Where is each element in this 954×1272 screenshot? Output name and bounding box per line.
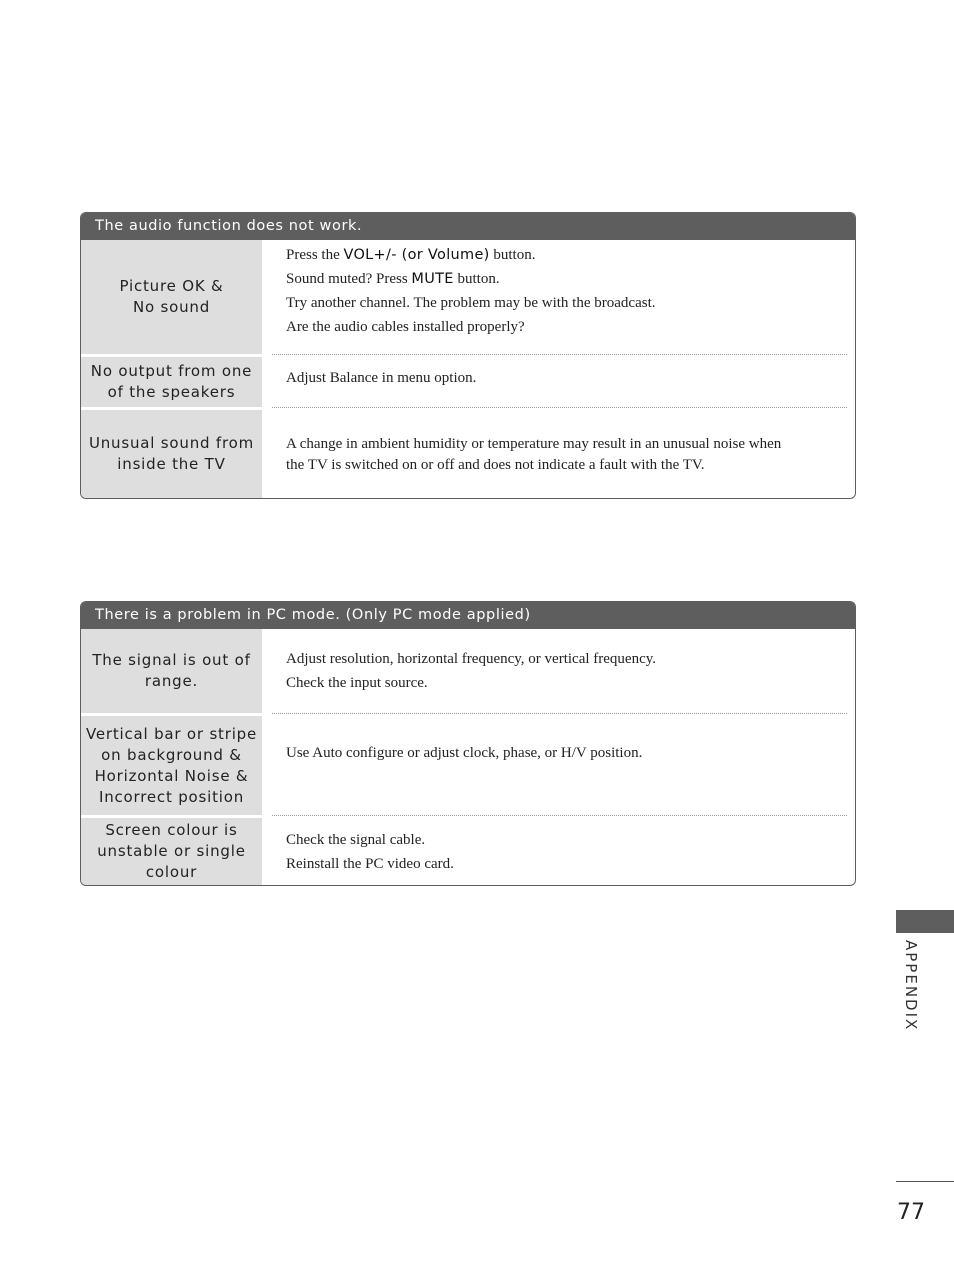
symptom-text: Vertical bar or stripe (85, 724, 258, 743)
symptom-text: of the speakers (107, 383, 236, 401)
solution-line: the TV is switched on or off and does not indicate a fault with the TV. (286, 457, 705, 473)
solution-line: Sound muted? Press MUTE button. (286, 271, 500, 287)
symptom-text: No sound (132, 298, 211, 316)
solution-line: Use Auto configure or adjust clock, phase, or H/V position. (286, 745, 643, 761)
symptom-text: on background & (101, 745, 242, 764)
symptom-text: unstable or single (97, 842, 246, 860)
symptom-label (81, 410, 262, 498)
page-number: 77 (897, 1200, 925, 1225)
table-row (81, 410, 855, 498)
symptom-text: Incorrect position (98, 787, 245, 806)
symptom-text: The signal is out of (92, 651, 251, 669)
solution-text (262, 240, 855, 354)
symptom-label (81, 629, 262, 713)
table-row (81, 240, 855, 354)
solution-text (262, 716, 855, 815)
solution-line: Check the signal cable. (286, 832, 426, 848)
section-tab-label: APPENDIX (902, 940, 920, 1032)
solution-line: Check the input source. (286, 675, 428, 691)
symptom-text: range. (144, 672, 199, 690)
symptom-text: Picture OK & (119, 277, 224, 295)
solution-line: Reinstall the PC video card. (286, 856, 454, 872)
solution-line: Press the VOL+/- (or Volume) button. (286, 247, 536, 263)
audio-section-title: The audio function does not work. (81, 213, 855, 240)
solution-line: Try another channel. The problem may be with the broadcast. (286, 295, 656, 311)
symptom-label (81, 240, 262, 354)
table-row (81, 629, 855, 713)
table-row (81, 716, 855, 815)
symptom-label (81, 357, 262, 407)
audio-troubleshooting-table (80, 212, 856, 499)
symptom-text: colour (145, 863, 198, 881)
solution-line: Are the audio cables installed properly? (286, 319, 525, 335)
symptom-text: inside the TV (117, 455, 226, 473)
symptom-label (81, 716, 262, 815)
solution-text (262, 629, 855, 713)
pc-section-title: There is a problem in PC mode. (Only PC mode applied) (81, 602, 855, 629)
table-row (81, 357, 855, 407)
solution-text (262, 818, 855, 885)
symptom-text: Unusual sound from (88, 434, 255, 452)
symptom-label (81, 818, 262, 885)
symptom-text: Screen colour is (105, 821, 238, 839)
section-tab-marker (896, 910, 954, 933)
solution-line: Adjust Balance in menu option. (286, 370, 477, 386)
symptom-text: Horizontal Noise & (94, 766, 249, 785)
pc-mode-troubleshooting-table (80, 601, 856, 886)
solution-text (262, 357, 855, 407)
table-row (81, 818, 855, 885)
solution-text (262, 410, 855, 498)
symptom-text: No output from one (90, 362, 253, 380)
page-number-rule (896, 1181, 954, 1182)
solution-line: Adjust resolution, horizontal frequency, or vertical frequency. (286, 651, 657, 667)
solution-line: A change in ambient humidity or temperature may result in an unusual noise when (286, 436, 782, 452)
